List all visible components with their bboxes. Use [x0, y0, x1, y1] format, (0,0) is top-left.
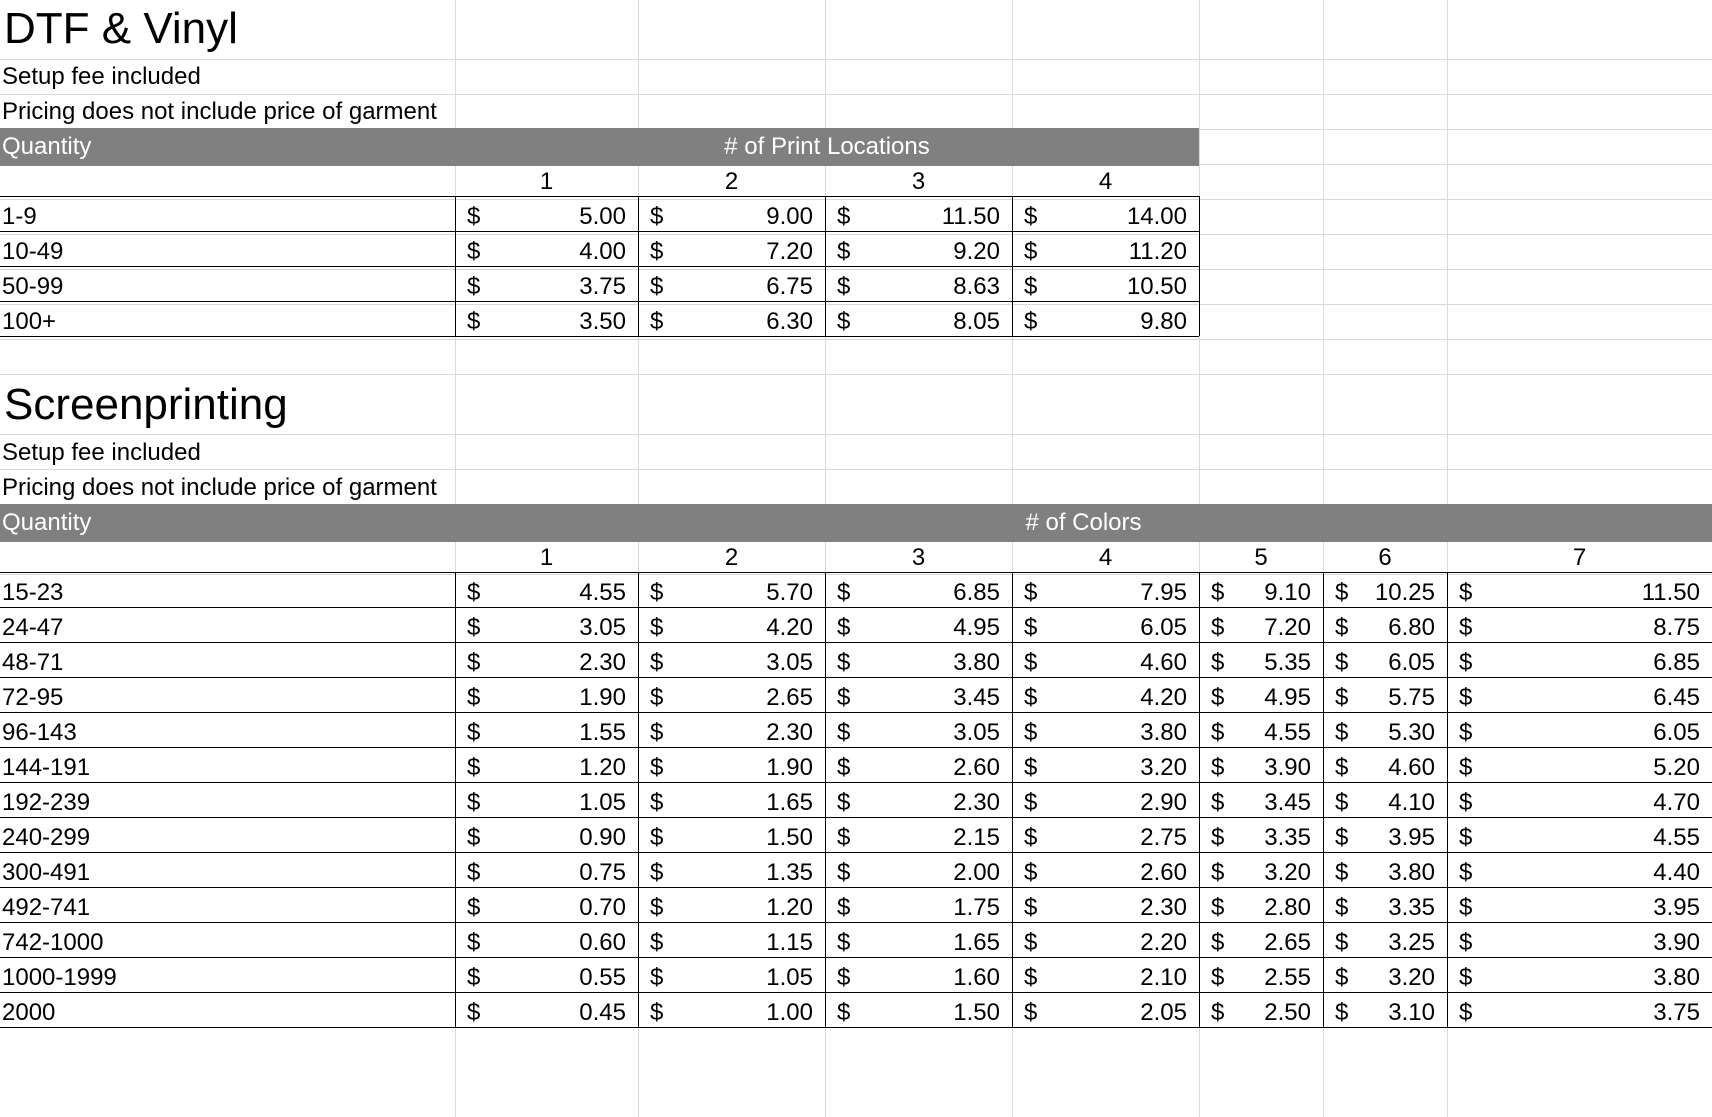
price-value: 4.70 [1653, 789, 1700, 816]
gridline-horizontal [0, 434, 1712, 435]
currency-symbol: $ [837, 929, 851, 956]
currency-symbol: $ [467, 308, 481, 335]
price-value: 1.00 [766, 999, 813, 1026]
note-pricing: Pricing does not include price of garment [2, 98, 437, 125]
currency-symbol: $ [1335, 789, 1349, 816]
quantity-range: 100+ [2, 308, 57, 335]
table-border-horizontal [0, 817, 1712, 818]
currency-symbol: $ [1024, 238, 1038, 265]
currency-symbol: $ [650, 719, 664, 746]
price-value: 2.10 [1140, 964, 1187, 991]
currency-symbol: $ [837, 789, 851, 816]
column-header: 4 [1098, 544, 1113, 571]
currency-symbol: $ [650, 824, 664, 851]
price-value: 4.55 [1653, 824, 1700, 851]
quantity-range: 742-1000 [2, 929, 104, 956]
price-value: 1.65 [766, 789, 813, 816]
currency-symbol: $ [1335, 859, 1349, 886]
currency-symbol: $ [467, 649, 481, 676]
table-border-horizontal [0, 572, 1712, 573]
currency-symbol: $ [1335, 824, 1349, 851]
currency-symbol: $ [1211, 684, 1225, 711]
price-value: 1.60 [953, 964, 1000, 991]
currency-symbol: $ [1211, 999, 1225, 1026]
price-value: 4.40 [1653, 859, 1700, 886]
column-header: 4 [1098, 168, 1113, 195]
group-header: # of Colors [1025, 509, 1142, 536]
table-border-horizontal [0, 782, 1712, 783]
price-value: 5.70 [766, 579, 813, 606]
table-border-horizontal [0, 301, 1199, 302]
price-value: 2.60 [1140, 859, 1187, 886]
price-value: 11.50 [1641, 579, 1700, 606]
currency-symbol: $ [650, 238, 664, 265]
price-value: 3.80 [1653, 964, 1700, 991]
currency-symbol: $ [837, 999, 851, 1026]
quantity-range: 300-491 [2, 859, 91, 886]
price-value: 6.05 [1140, 614, 1187, 641]
price-value: 0.90 [579, 824, 626, 851]
currency-symbol: $ [650, 649, 664, 676]
currency-symbol: $ [1024, 649, 1038, 676]
price-value: 8.05 [953, 308, 1000, 335]
price-value: 3.80 [953, 649, 1000, 676]
price-value: 6.85 [953, 579, 1000, 606]
currency-symbol: $ [1459, 684, 1473, 711]
column-header: 2 [724, 168, 739, 195]
currency-symbol: $ [1335, 579, 1349, 606]
price-value: 11.20 [1128, 238, 1187, 265]
column-header: 5 [1254, 544, 1268, 571]
currency-symbol: $ [837, 964, 851, 991]
price-value: 2.30 [953, 789, 1000, 816]
currency-symbol: $ [837, 203, 851, 230]
currency-symbol: $ [1335, 614, 1349, 641]
currency-symbol: $ [1211, 859, 1225, 886]
price-value: 10.50 [1126, 273, 1187, 300]
price-value: 5.30 [1388, 719, 1435, 746]
price-value: 3.80 [1140, 719, 1187, 746]
price-value: 5.00 [579, 203, 626, 230]
price-value: 1.05 [579, 789, 626, 816]
currency-symbol: $ [1024, 859, 1038, 886]
price-value: 2.75 [1140, 824, 1187, 851]
price-value: 3.05 [766, 649, 813, 676]
currency-symbol: $ [467, 789, 481, 816]
price-value: 11.50 [941, 203, 1000, 230]
price-value: 2.00 [953, 859, 1000, 886]
price-value: 3.45 [1264, 789, 1311, 816]
currency-symbol: $ [1024, 754, 1038, 781]
note-setup-fee: Setup fee included [2, 63, 201, 90]
currency-symbol: $ [1335, 964, 1349, 991]
price-value: 8.63 [953, 273, 1000, 300]
price-value: 9.00 [766, 203, 813, 230]
price-value: 5.20 [1653, 754, 1700, 781]
currency-symbol: $ [650, 579, 664, 606]
currency-symbol: $ [1335, 754, 1349, 781]
table-border-horizontal [0, 266, 1199, 267]
currency-symbol: $ [837, 859, 851, 886]
price-value: 5.35 [1264, 649, 1311, 676]
price-value: 1.15 [766, 929, 813, 956]
table-border-vertical [1012, 196, 1013, 336]
table-border-horizontal [0, 887, 1712, 888]
price-value: 4.20 [1140, 684, 1187, 711]
column-header: 6 [1378, 544, 1392, 571]
price-value: 3.20 [1388, 964, 1435, 991]
price-value: 1.65 [953, 929, 1000, 956]
currency-symbol: $ [837, 238, 851, 265]
currency-symbol: $ [1024, 273, 1038, 300]
currency-symbol: $ [1459, 579, 1473, 606]
section-title: Screenprinting [4, 380, 288, 429]
currency-symbol: $ [1459, 999, 1473, 1026]
price-value: 4.95 [1264, 684, 1311, 711]
column-header: 3 [911, 168, 926, 195]
price-value: 3.75 [1653, 999, 1700, 1026]
price-value: 1.20 [579, 754, 626, 781]
table-border-horizontal [0, 852, 1712, 853]
currency-symbol: $ [1211, 789, 1225, 816]
quantity-range: 50-99 [2, 273, 64, 300]
price-value: 1.35 [766, 859, 813, 886]
currency-symbol: $ [650, 929, 664, 956]
price-value: 2.65 [766, 684, 813, 711]
table-border-vertical [1199, 572, 1200, 1027]
price-value: 3.25 [1388, 929, 1435, 956]
table-border-vertical [825, 196, 826, 336]
currency-symbol: $ [1024, 579, 1038, 606]
table-border-vertical [825, 572, 826, 1027]
currency-symbol: $ [650, 684, 664, 711]
price-value: 6.30 [766, 308, 813, 335]
currency-symbol: $ [1024, 203, 1038, 230]
price-value: 0.70 [579, 894, 626, 921]
currency-symbol: $ [650, 859, 664, 886]
price-value: 4.55 [579, 579, 626, 606]
quantity-range: 240-299 [2, 824, 91, 851]
currency-symbol: $ [1211, 649, 1225, 676]
price-value: 0.45 [579, 999, 626, 1026]
table-border-horizontal [0, 747, 1712, 748]
quantity-range: 1000-1999 [2, 964, 117, 991]
currency-symbol: $ [1024, 789, 1038, 816]
price-value: 4.20 [766, 614, 813, 641]
price-value: 0.55 [579, 964, 626, 991]
table-border-horizontal [0, 642, 1712, 643]
gridline-horizontal [0, 59, 1712, 60]
price-value: 1.50 [766, 824, 813, 851]
price-value: 14.00 [1126, 203, 1187, 230]
table-border-horizontal [0, 336, 1199, 337]
quantity-range: 144-191 [2, 754, 91, 781]
price-value: 6.75 [766, 273, 813, 300]
group-header: # of Print Locations [724, 133, 930, 160]
table-border-vertical [1012, 572, 1013, 1027]
table-border-horizontal [0, 196, 1199, 197]
currency-symbol: $ [1024, 929, 1038, 956]
price-value: 2.80 [1264, 894, 1311, 921]
currency-symbol: $ [1024, 824, 1038, 851]
column-header: 1 [539, 168, 554, 195]
price-value: 3.05 [579, 614, 626, 641]
price-value: 3.95 [1653, 894, 1700, 921]
quantity-range: 24-47 [2, 614, 64, 641]
currency-symbol: $ [1335, 999, 1349, 1026]
price-value: 1.50 [953, 999, 1000, 1026]
currency-symbol: $ [467, 579, 481, 606]
currency-symbol: $ [1024, 614, 1038, 641]
currency-symbol: $ [467, 754, 481, 781]
price-value: 6.45 [1653, 684, 1700, 711]
table-border-horizontal [0, 231, 1199, 232]
currency-symbol: $ [650, 308, 664, 335]
currency-symbol: $ [650, 273, 664, 300]
currency-symbol: $ [1024, 308, 1038, 335]
price-value: 6.05 [1388, 649, 1435, 676]
currency-symbol: $ [1459, 964, 1473, 991]
price-value: 3.90 [1264, 754, 1311, 781]
currency-symbol: $ [1335, 929, 1349, 956]
currency-symbol: $ [1459, 894, 1473, 921]
currency-symbol: $ [1024, 999, 1038, 1026]
table-border-vertical [1447, 572, 1448, 1027]
table-border-horizontal [0, 1027, 1712, 1028]
currency-symbol: $ [467, 238, 481, 265]
price-value: 3.50 [579, 308, 626, 335]
price-value: 2.55 [1264, 964, 1311, 991]
currency-symbol: $ [467, 859, 481, 886]
price-value: 7.20 [766, 238, 813, 265]
price-value: 3.75 [579, 273, 626, 300]
currency-symbol: $ [650, 789, 664, 816]
quantity-range: 48-71 [2, 649, 64, 676]
currency-symbol: $ [467, 203, 481, 230]
table-border-vertical [638, 196, 639, 336]
price-value: 2.15 [953, 824, 1000, 851]
price-value: 2.05 [1140, 999, 1187, 1026]
currency-symbol: $ [650, 894, 664, 921]
price-value: 8.75 [1653, 614, 1700, 641]
currency-symbol: $ [650, 964, 664, 991]
price-value: 3.95 [1388, 824, 1435, 851]
currency-symbol: $ [837, 824, 851, 851]
currency-symbol: $ [467, 719, 481, 746]
price-value: 4.60 [1140, 649, 1187, 676]
price-value: 1.90 [766, 754, 813, 781]
price-value: 2.50 [1264, 999, 1311, 1026]
currency-symbol: $ [1459, 719, 1473, 746]
table-border-vertical [1199, 196, 1200, 336]
price-value: 2.30 [579, 649, 626, 676]
price-value: 0.60 [579, 929, 626, 956]
currency-symbol: $ [1211, 894, 1225, 921]
currency-symbol: $ [837, 649, 851, 676]
currency-symbol: $ [1211, 929, 1225, 956]
currency-symbol: $ [1024, 719, 1038, 746]
price-value: 1.90 [579, 684, 626, 711]
column-header: 2 [724, 544, 739, 571]
quantity-range: 492-741 [2, 894, 91, 921]
price-value: 1.20 [766, 894, 813, 921]
table-border-horizontal [0, 992, 1712, 993]
currency-symbol: $ [1335, 649, 1349, 676]
currency-symbol: $ [1459, 789, 1473, 816]
currency-symbol: $ [837, 894, 851, 921]
currency-symbol: $ [1459, 754, 1473, 781]
quantity-range: 2000 [2, 999, 56, 1026]
note-setup-fee: Setup fee included [2, 439, 201, 466]
price-value: 10.25 [1374, 579, 1435, 606]
currency-symbol: $ [1459, 929, 1473, 956]
currency-symbol: $ [1024, 684, 1038, 711]
price-value: 1.75 [953, 894, 1000, 921]
table-border-vertical [638, 572, 639, 1027]
currency-symbol: $ [467, 614, 481, 641]
currency-symbol: $ [467, 824, 481, 851]
price-value: 6.85 [1653, 649, 1700, 676]
quantity-range: 10-49 [2, 238, 64, 265]
table-border-horizontal [0, 712, 1712, 713]
currency-symbol: $ [650, 203, 664, 230]
currency-symbol: $ [837, 754, 851, 781]
column-header: 1 [539, 544, 554, 571]
currency-symbol: $ [1211, 754, 1225, 781]
price-value: 6.05 [1653, 719, 1700, 746]
price-value: 2.30 [1140, 894, 1187, 921]
price-value: 3.05 [953, 719, 1000, 746]
section-title: DTF & Vinyl [4, 4, 238, 53]
quantity-header: Quantity [2, 133, 92, 160]
price-value: 1.05 [766, 964, 813, 991]
currency-symbol: $ [837, 308, 851, 335]
price-value: 4.00 [579, 238, 626, 265]
currency-symbol: $ [837, 614, 851, 641]
table-border-horizontal [0, 677, 1712, 678]
price-value: 5.75 [1388, 684, 1435, 711]
currency-symbol: $ [1211, 614, 1225, 641]
quantity-range: 15-23 [2, 579, 64, 606]
quantity-range: 72-95 [2, 684, 64, 711]
quantity-header: Quantity [2, 509, 92, 536]
price-value: 4.10 [1388, 789, 1435, 816]
table-border-vertical [455, 196, 456, 336]
price-value: 3.45 [953, 684, 1000, 711]
currency-symbol: $ [1335, 684, 1349, 711]
currency-symbol: $ [1335, 719, 1349, 746]
price-value: 2.20 [1140, 929, 1187, 956]
column-header: 7 [1572, 544, 1587, 571]
currency-symbol: $ [467, 273, 481, 300]
price-value: 1.55 [579, 719, 626, 746]
table-border-horizontal [0, 922, 1712, 923]
price-value: 2.30 [766, 719, 813, 746]
currency-symbol: $ [650, 754, 664, 781]
table-border-horizontal [0, 607, 1712, 608]
currency-symbol: $ [1459, 824, 1473, 851]
price-value: 3.10 [1388, 999, 1435, 1026]
price-value: 9.80 [1140, 308, 1187, 335]
price-value: 9.20 [953, 238, 1000, 265]
quantity-range: 96-143 [2, 719, 77, 746]
price-value: 4.55 [1264, 719, 1311, 746]
currency-symbol: $ [1459, 649, 1473, 676]
currency-symbol: $ [467, 929, 481, 956]
currency-symbol: $ [1211, 824, 1225, 851]
table-border-horizontal [0, 957, 1712, 958]
currency-symbol: $ [837, 273, 851, 300]
price-value: 7.20 [1264, 614, 1311, 641]
price-value: 2.60 [953, 754, 1000, 781]
currency-symbol: $ [467, 894, 481, 921]
price-value: 4.60 [1388, 754, 1435, 781]
currency-symbol: $ [1459, 614, 1473, 641]
quantity-range: 192-239 [2, 789, 91, 816]
currency-symbol: $ [1024, 964, 1038, 991]
table-border-vertical [1323, 572, 1324, 1027]
quantity-range: 1-9 [2, 203, 37, 230]
currency-symbol: $ [650, 999, 664, 1026]
column-header: 3 [911, 544, 926, 571]
price-value: 3.20 [1140, 754, 1187, 781]
price-value: 3.35 [1264, 824, 1311, 851]
currency-symbol: $ [837, 719, 851, 746]
currency-symbol: $ [837, 684, 851, 711]
price-value: 0.75 [579, 859, 626, 886]
note-pricing: Pricing does not include price of garment [2, 474, 437, 501]
price-value: 6.80 [1388, 614, 1435, 641]
currency-symbol: $ [1211, 579, 1225, 606]
price-value: 4.95 [953, 614, 1000, 641]
gridline-horizontal [0, 374, 1712, 375]
currency-symbol: $ [467, 684, 481, 711]
currency-symbol: $ [650, 614, 664, 641]
table-border-vertical [455, 572, 456, 1027]
price-value: 3.35 [1388, 894, 1435, 921]
currency-symbol: $ [467, 964, 481, 991]
price-value: 7.95 [1140, 579, 1187, 606]
currency-symbol: $ [467, 999, 481, 1026]
price-value: 3.20 [1264, 859, 1311, 886]
currency-symbol: $ [1024, 894, 1038, 921]
currency-symbol: $ [1211, 719, 1225, 746]
price-value: 2.65 [1264, 929, 1311, 956]
price-value: 3.90 [1653, 929, 1700, 956]
price-value: 2.90 [1140, 789, 1187, 816]
currency-symbol: $ [1459, 859, 1473, 886]
price-value: 9.10 [1264, 579, 1311, 606]
price-value: 3.80 [1388, 859, 1435, 886]
currency-symbol: $ [1335, 894, 1349, 921]
currency-symbol: $ [1211, 964, 1225, 991]
currency-symbol: $ [837, 579, 851, 606]
